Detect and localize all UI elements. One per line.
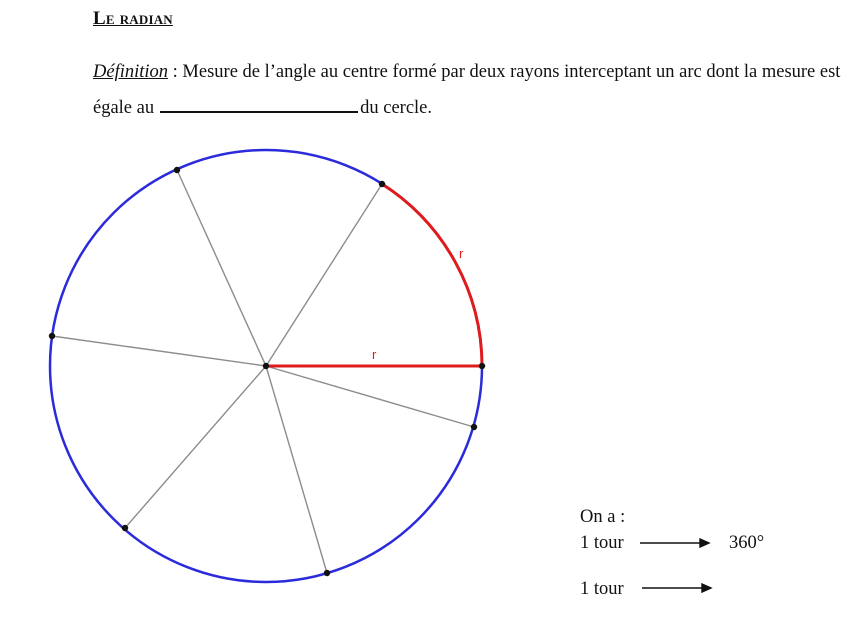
definition-label: Définition [93, 62, 169, 82]
spoke [125, 366, 266, 528]
circle-point [122, 525, 128, 531]
row1-right: 360° [729, 533, 765, 553]
spoke [52, 336, 266, 366]
circle-point [324, 570, 330, 576]
radius-label: r [372, 347, 377, 362]
spoke [266, 184, 382, 366]
circle-point [379, 181, 385, 187]
spoke [177, 170, 266, 366]
section-title: Le radian [93, 8, 173, 29]
definition-separator: : [168, 62, 183, 82]
spoke [266, 366, 327, 573]
center-point [263, 363, 269, 369]
spoke [266, 366, 474, 427]
row2-left: 1 tour [580, 579, 624, 599]
arrow-head [700, 539, 709, 547]
arc-label: r [459, 246, 464, 261]
row1-left: 1 tour [580, 533, 624, 553]
definition-text-before: Mesure de l’angle au centre formé par deux rayons interceptant un arc dont la mesure est égale au [93, 62, 841, 118]
definition-text-after: du cercle. [360, 98, 433, 118]
arrow-head [702, 584, 711, 592]
conversion-arrows [640, 539, 711, 592]
spokes [52, 170, 474, 573]
notes-intro: On a : [580, 507, 626, 527]
circle-point [479, 363, 485, 369]
circle-point [49, 333, 55, 339]
circle-point [174, 167, 180, 173]
circle-point [471, 424, 477, 430]
highlighted-arc [382, 184, 482, 366]
